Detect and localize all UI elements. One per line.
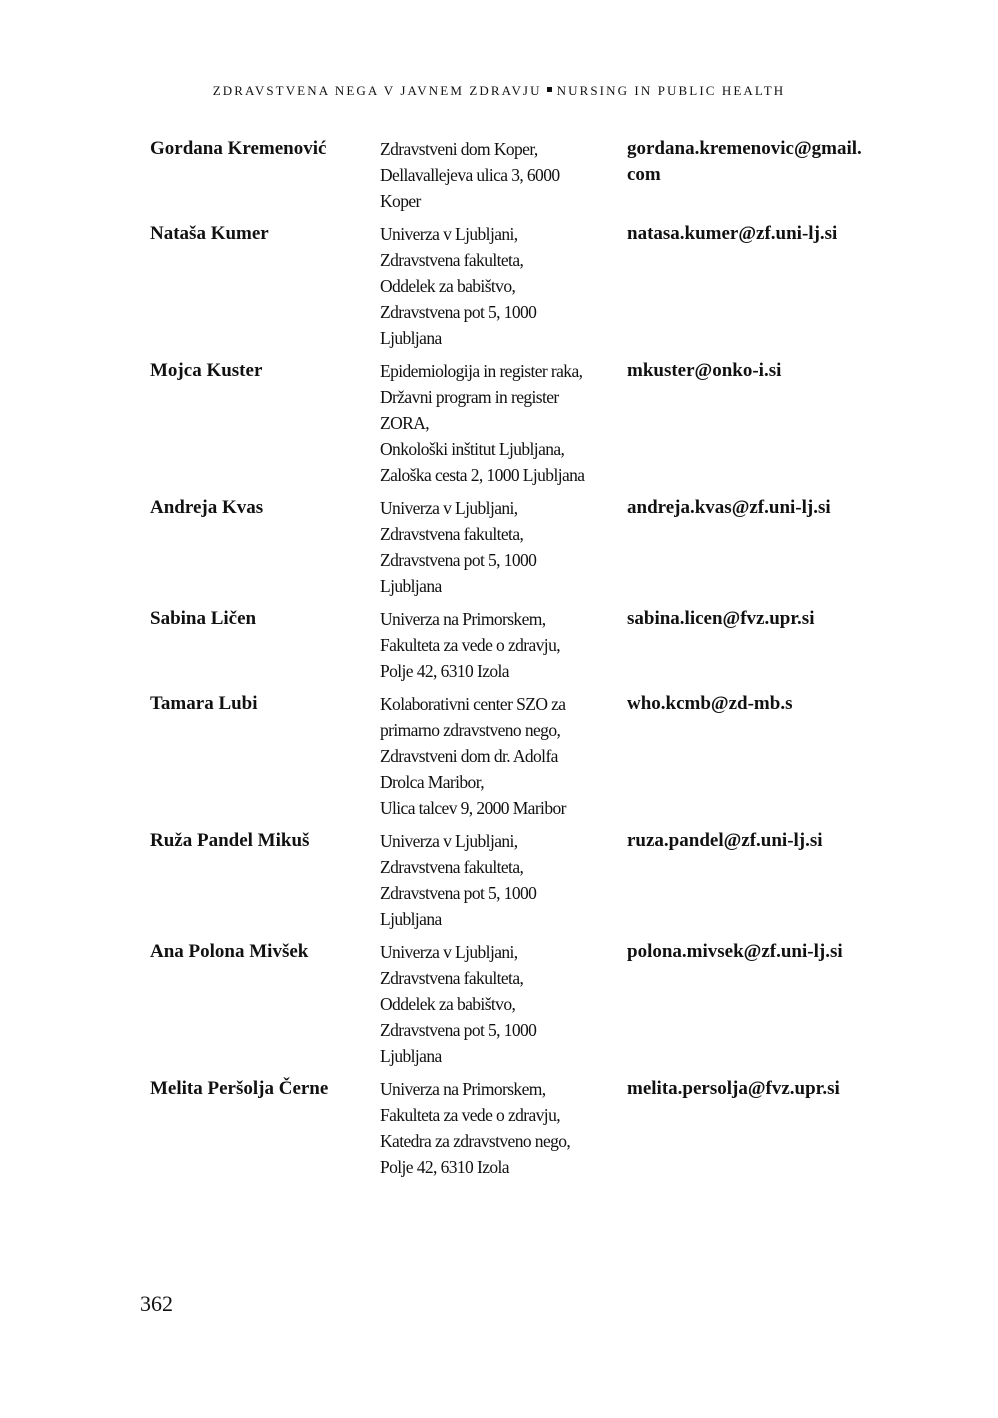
contact-row bbox=[150, 1076, 890, 1180]
contact-address: Epidemiologija in register raka, Državni program in register ZORA, Onkološki inštitut Ljubljana, Zaloška cesta 2, 1000 Ljubljana bbox=[380, 361, 585, 485]
contact-email: natasa.kumer@zf.uni-lj.si bbox=[627, 223, 838, 244]
contact-name: Ruža Pandel Mikuš bbox=[150, 830, 310, 851]
contact-email: andreja.kvas@zf.uni-lj.si bbox=[627, 497, 831, 518]
contact-email: ruza.pandel@zf.uni-lj.si bbox=[627, 830, 823, 851]
page-number: 362 bbox=[140, 1291, 173, 1316]
contact-email: sabina.licen@fvz.upr.si bbox=[627, 608, 815, 629]
contact-email: gordana.kremenovic@gmail. com bbox=[627, 138, 862, 185]
contact-row bbox=[150, 221, 890, 351]
contact-row bbox=[150, 606, 890, 684]
contact-list bbox=[150, 136, 890, 1187]
contact-email: polona.mivsek@zf.uni-lj.si bbox=[627, 941, 843, 962]
contact-name: Gordana Kremenović bbox=[150, 138, 327, 159]
contact-address: Zdravstveni dom Koper, Dellavallejeva ulica 3, 6000 Koper bbox=[380, 139, 560, 211]
contact-row bbox=[150, 136, 890, 214]
contact-address: Kolaborativni center SZO za primarno zdravstveno nego, Zdravstveni dom dr. Adolfa Drolca Maribor, Ulica talcev 9, 2000 Maribor bbox=[380, 694, 566, 818]
running-header-slovene: ZDRAVSTVENA NEGA V JAVNEM ZDRAVJU bbox=[212, 83, 542, 98]
running-header bbox=[0, 82, 998, 100]
contact-name: Andreja Kvas bbox=[150, 497, 264, 518]
contact-address: Univerza na Primorskem, Fakulteta za vede o zdravju, Katedra za zdravstveno nego, Polje 42, 6310 Izola bbox=[380, 1079, 571, 1177]
contact-address: Univerza na Primorskem, Fakulteta za vede o zdravju, Polje 42, 6310 Izola bbox=[380, 609, 560, 681]
contact-email: mkuster@onko-i.si bbox=[627, 360, 782, 381]
contact-row bbox=[150, 495, 890, 599]
contact-name: Sabina Ličen bbox=[150, 608, 257, 629]
header-separator-square bbox=[547, 87, 552, 92]
contact-row bbox=[150, 358, 890, 488]
contact-row bbox=[150, 828, 890, 932]
contact-name: Melita Peršolja Černe bbox=[150, 1078, 329, 1099]
running-header-english: NURSING IN PUBLIC HEALTH bbox=[556, 83, 786, 98]
contact-address: Univerza v Ljubljani, Zdravstvena fakulteta, Zdravstvena pot 5, 1000 Ljubljana bbox=[380, 831, 537, 929]
contact-email: melita.persolja@fvz.upr.si bbox=[627, 1078, 840, 1099]
contact-row bbox=[150, 691, 890, 821]
contact-name: Tamara Lubi bbox=[150, 693, 258, 714]
contact-address: Univerza v Ljubljani, Zdravstvena fakulteta, Zdravstvena pot 5, 1000 Ljubljana bbox=[380, 498, 537, 596]
contact-name: Nataša Kumer bbox=[150, 223, 269, 244]
contact-row bbox=[150, 939, 890, 1069]
contact-address: Univerza v Ljubljani, Zdravstvena fakulteta, Oddelek za babištvo, Zdravstvena pot 5, 1000 Ljubljana bbox=[380, 224, 537, 348]
contact-name: Mojca Kuster bbox=[150, 360, 263, 381]
contact-email: who.kcmb@zd-mb.s bbox=[627, 693, 793, 714]
contact-name: Ana Polona Mivšek bbox=[150, 941, 309, 962]
contact-address: Univerza v Ljubljani, Zdravstvena fakulteta, Oddelek za babištvo, Zdravstvena pot 5, 1000 Ljubljana bbox=[380, 942, 537, 1066]
